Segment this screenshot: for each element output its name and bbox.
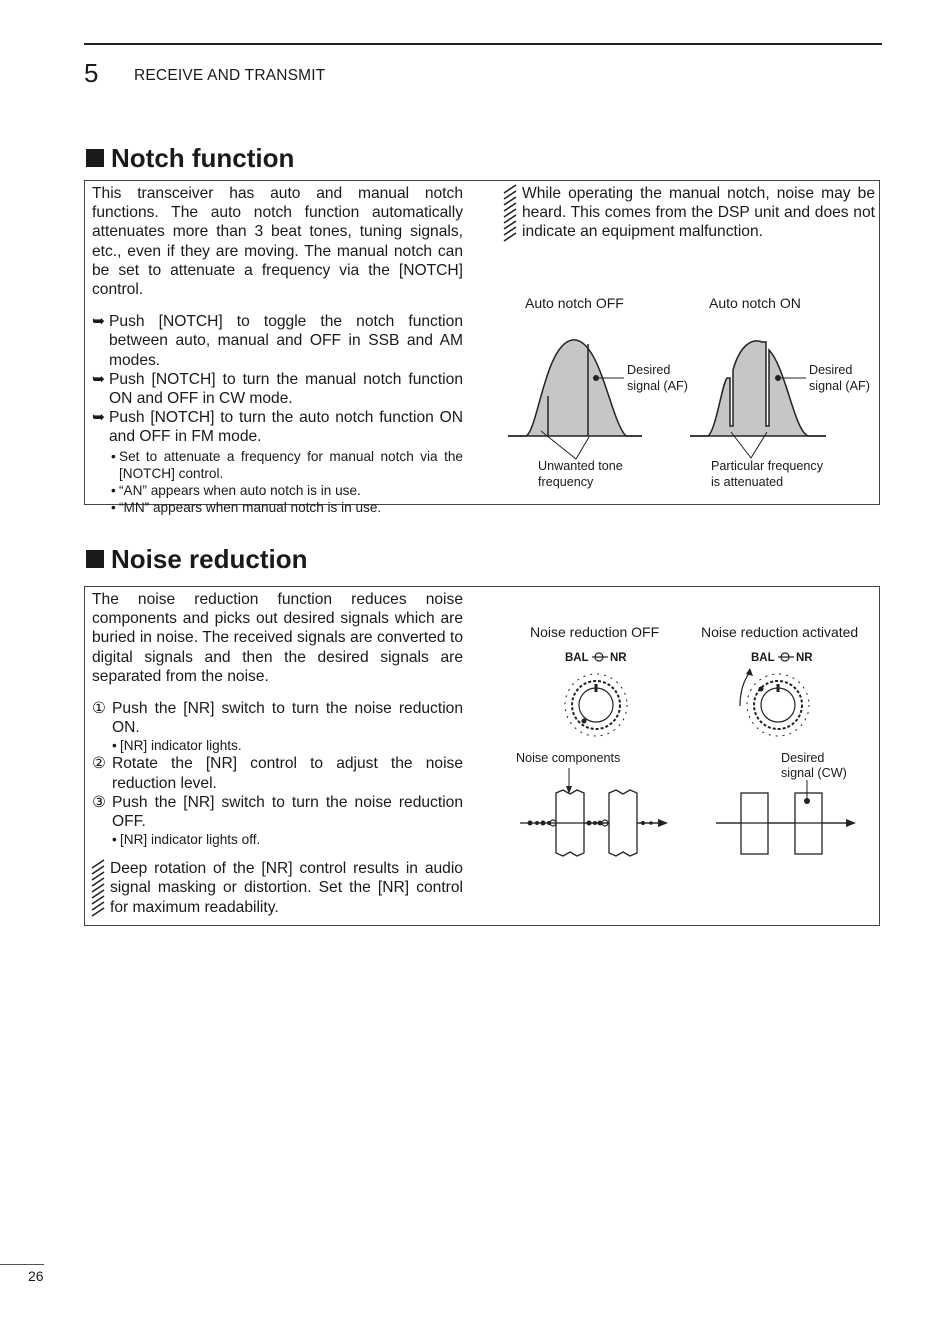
fig-label-unwanted: frequency <box>538 475 594 489</box>
section-title-text: Noise reduction <box>111 544 308 574</box>
fig-label-particular: is attenuated <box>711 475 784 489</box>
notch-bullet: ➥ Push [NOTCH] to turn the manual notch function ON and OFF in CW mode. <box>92 370 463 408</box>
nr-knob-on <box>740 668 809 736</box>
fig-auto-notch-on-title: Auto notch ON <box>709 295 801 311</box>
fig-nr-on-title: Noise reduction activated <box>701 624 859 640</box>
noise-waveform-off <box>520 768 668 856</box>
notch-sub-item: • “AN” appears when auto notch is in use. <box>111 482 361 498</box>
notch-intro: This transceiver has auto and manual notch functions. The auto notch function automatically attenuates more than 3 beat tones, tuning signals, etc., even if they are moving. The manual notch can be set to attenuate a frequency via the [NOTCH] control. <box>92 185 463 299</box>
fig-label-desired: Desired <box>627 363 671 377</box>
fig-label-particular: Particular frequency <box>711 459 823 473</box>
notch-bullet: ➥ Push [NOTCH] to turn the auto notch function ON and OFF in FM mode. <box>92 409 463 446</box>
chapter-number: 5 <box>84 58 99 88</box>
notch-caution-note: While operating the manual notch, noise may be heard. This comes from the DSP unit and does not indicate an equipment malfunction. <box>504 184 875 242</box>
noise-waveform-on <box>716 780 856 854</box>
knob-label-bal: BAL <box>565 652 589 664</box>
fig-label-desired: signal (AF) <box>809 379 870 393</box>
notch-bullet: ➥ Push [NOTCH] to toggle the notch function between auto, manual and OFF in SSB and AM modes. <box>92 313 463 369</box>
fig-label-desired-cw: Desired <box>781 751 825 765</box>
dual-knob-symbol-icon <box>592 653 794 661</box>
footer-rule <box>0 1264 44 1265</box>
nr-step: ① Push the [NR] switch to turn the noise reduction ON. <box>92 700 463 737</box>
fig-auto-notch-off-title: Auto notch OFF <box>525 295 624 311</box>
notch-sub-item: • Set to attenuate a frequency for manual notch via the [NOTCH] control. <box>111 448 463 481</box>
notch-sub-item: • “MN” appears when manual notch is in use. <box>111 499 382 515</box>
arrow-bullet-icon: ➥ <box>92 313 106 331</box>
chapter-title: RECEIVE AND TRANSMIT <box>134 67 326 84</box>
arrow-bullet-icon: ➥ <box>92 409 106 427</box>
nr-knob-off <box>565 674 627 736</box>
fig-label-unwanted: Unwanted tone <box>538 459 623 473</box>
nr-step-sub: • [NR] indicator lights off. <box>112 832 261 848</box>
nr-intro: The noise reduction function reduces noise components and picks out desired signals which are buried in noise. The received signals are converted to digital signals and then the desired signals are separated from the noise. <box>92 591 463 685</box>
nr-step: ② Rotate the [NR] control to adjust the noise reduction level. <box>92 755 463 792</box>
fig-nr-off-title: Noise reduction OFF <box>530 624 660 640</box>
knob-label-nr: NR <box>610 652 627 664</box>
fig-label-desired-cw: signal (CW) <box>781 766 847 780</box>
knob-label-bal: BAL <box>751 652 775 664</box>
fig-label-noise-components: Noise components <box>516 751 621 765</box>
knob-label-nr: NR <box>796 652 813 664</box>
fig-label-desired: Desired <box>809 363 853 377</box>
page-number: 26 <box>28 1268 44 1284</box>
section-title-text: Notch function <box>111 143 295 173</box>
nr-caution-note: Deep rotation of the [NR] control results in audio signal masking or distortion. Set the [NR] control for maximum readability. <box>92 859 463 917</box>
fig-label-desired: signal (AF) <box>627 379 688 393</box>
arrow-bullet-icon: ➥ <box>92 370 106 388</box>
nr-step-sub: • [NR] indicator lights. <box>112 738 242 754</box>
nr-step: ③ Push the [NR] switch to turn the noise reduction OFF. <box>92 793 463 831</box>
